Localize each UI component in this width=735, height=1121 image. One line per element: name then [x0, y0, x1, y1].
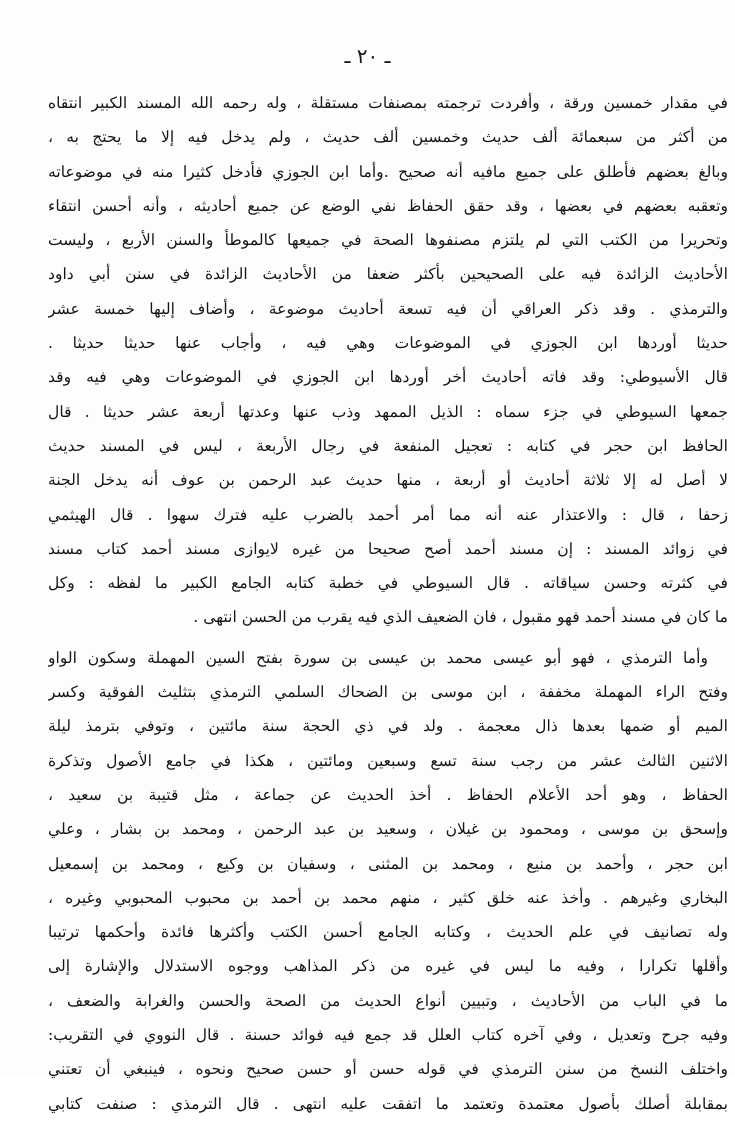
- text-line: وفتح الراء المهملة مخففة ، ابن موسى بن الضحاك السلمي الترمذي بتثليث الفوقية وكسر: [48, 683, 728, 702]
- text-line: حديثا أوردها ابن الجوزي في الموضوعات وهي فيه ، وأجاب عنها حديثا حديثا .: [48, 334, 728, 353]
- text-line: في زوائد المسند : إن مسند أحمد أصح صحيحا من غيره لايوازى مسند أحمد كتاب مسند: [48, 539, 728, 558]
- text-line: البخاري وغيرهم . وأخذ عنه خلق كثير ، منهم محمد بن أحمد بن محبوب المحبوبي وغيره ،: [48, 888, 728, 907]
- text-line: الحافظ ابن حجر في كتابه : تعجيل المنفعة في رجال الأربعة ، ليس في المسند حديث: [48, 436, 728, 455]
- text-line: ما في الباب من الأحاديث ، وتبيين أنواع الحديث من الصحة والحسن والغرابة والضعف ،: [48, 991, 728, 1010]
- text-line: الميم أو ضمها بعدها ذال معجمة . ولد في ذي الحجة سنة مائتين ، وتوفي بترمذ ليلة: [48, 717, 728, 736]
- text-line: الأحاديث الزائدة فيه على الصحيحين بأكثر ضعفا من الأحاديث الزائدة في سنن أبي داود: [48, 265, 728, 284]
- body-text: [48, 86, 728, 1121]
- text-line: الحفاظ ، وهو أحد الأعلام الحفاظ . أخذ الحديث عن جماعة ، مثل قتيبة بن سعيد ،: [48, 785, 728, 804]
- text-line: قال الأسيوطي: وقد فاته أحاديث أخر أوردها ابن الجوزي في الموضوعات وهي فيه وقد: [48, 368, 728, 387]
- text-line: وله تصانيف في علم الحديث ، وكتابه الجامع أحسن الكتب وأكثرها فائدة وأحكمها ترتيبا: [48, 923, 728, 942]
- text-line: بمقابلة أصلك بأصول معتمدة وتعتمد ما اتفقت عليه انتهى . قال الترمذي : صنفت كتابي: [48, 1094, 728, 1113]
- text-line: لا أصل له إلا ثلاثة أحاديث أو أربعة ، منها حديث عبد الرحمن بن عوف أنه يدخل الجنة: [48, 471, 728, 490]
- text-line: في مقدار خمسين ورقة ، وأفردت ترجمته بمصنفات مستقلة ، وله رحمه الله المسند الكبير انتقاه: [48, 94, 728, 112]
- text-line: وأقلها تكرارا ، وفيه ما ليس في غيره من ذكر المذاهب ووجوه الاستدلال والإشارة إلى: [48, 957, 728, 976]
- text-line: وتحريرا من الكتب التي لم يلتزم مصنفوها الصحة في جميعها كالموطأ والسنن الأربع ، وليست: [48, 231, 728, 250]
- text-line: من أكثر من سبعمائة ألف حديث وخمسين ألف حديث ، ولم يدخل فيه إلا ما يحتج به ،: [48, 128, 728, 147]
- text-line: في كثرته وحسن سياقاته . قال السيوطي في خطبة كتابه الجامع الكبير ما لفظه : وكل: [48, 574, 728, 593]
- text-line: وبالغ بعضهم فأطلق على جميع مافيه أنه صحيح .وأما ابن الجوزي فأدخل كثيرا منه في موضوعاته: [48, 162, 728, 181]
- text-line: وأما الترمذي ، فهو أبو عيسى محمد بن عيسى بن سورة بفتح السين المهملة وسكون الواو: [48, 648, 708, 667]
- text-line: والترمذي . وقد ذكر العراقي أن فيه تسعة أحاديث موضوعة ، وأضاف إليها خمسة عشر: [48, 299, 728, 318]
- text-line: وإسحق بن موسى ، ومحمود بن غيلان ، وسعيد بن عبد الرحمن ، ومحمد بن بشار ، وعلي: [48, 820, 728, 839]
- text-line: جمعها السيوطي في جزء سماه : الذيل الممهد وذب عنها وعدتها أربعة عشر حديثا . قال: [48, 402, 728, 421]
- page-number: ـ ٢٠ ـ: [344, 44, 391, 68]
- text-line: الاثنين الثالث عشر من رجب سنة تسع وسبعين ومائتين ، هكذا في جامع الأصول وتذكرة: [48, 751, 728, 770]
- text-line: زحفا ، قال : والاعتذار عنه أنه مما أمر أحمد بالضرب عليه فترك سهوا . قال الهيثمي: [48, 505, 728, 524]
- text-line: ابن حجر ، وأحمد بن منيع ، ومحمد بن المثنى ، وسفيان بن وكيع ، ومحمد بن إسمعيل: [48, 854, 728, 873]
- text-line: ما كان في مسند أحمد فهو مقبول ، فان الضعيف الذي فيه يقرب من الحسن انتهى .: [193, 608, 728, 627]
- text-line: وتعقبه بعضهم في بعضها ، وقد حقق الحفاظ نفي الوضع عن جميع أحاديثه ، وأنه أحسن انتقاء: [48, 196, 728, 215]
- text-line: وفيه جرح وتعديل ، وفي آخره كتاب العلل قد جمع فيه فوائد حسنة . قال النووي في التقريب:: [48, 1026, 728, 1045]
- text-line: واختلف النسخ من سنن الترمذي في قوله حسن أو حسن صحيح ونحوه ، فينبغي أن تعتني: [48, 1060, 728, 1079]
